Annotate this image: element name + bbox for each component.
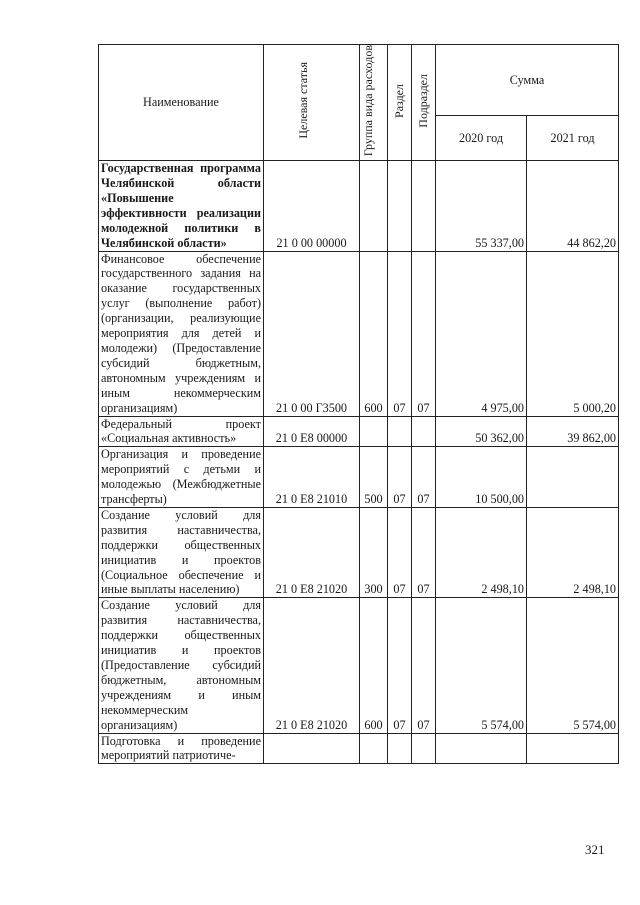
row-sum-2020: 5 574,00 — [436, 598, 527, 733]
page-number: 321 — [585, 842, 605, 857]
table-row — [99, 733, 619, 764]
row-code: 21 0 E8 21010 — [264, 447, 360, 508]
header-year-2021: 2021 год — [527, 116, 619, 161]
row-name: Государственная программа Челябинской области «Повышение эффективности реализации молодежной политики в Челябинской области» — [99, 161, 264, 251]
row-subsection: 07 — [412, 251, 436, 416]
table-row — [99, 416, 619, 447]
row-sum-2020: 4 975,00 — [436, 251, 527, 416]
row-sum-2020: 10 500,00 — [436, 447, 527, 508]
row-section — [388, 416, 412, 447]
row-sum-2020: 55 337,00 — [436, 161, 527, 251]
header-sum: Сумма — [436, 45, 619, 116]
header-year-2020: 2020 год — [436, 116, 527, 161]
row-sum-2021: 39 862,00 — [527, 416, 619, 447]
header-section: Раздел — [388, 45, 412, 161]
row-group: 500 — [360, 447, 388, 508]
table-row — [99, 161, 619, 251]
header-target-article: Целевая статья — [264, 45, 360, 161]
row-group: 600 — [360, 598, 388, 733]
row-sum-2020: 50 362,00 — [436, 416, 527, 447]
row-name: Организация и проведение мероприятий с детьми и молодежью (Межбюджетные трансферты) — [99, 447, 264, 508]
row-group: 300 — [360, 507, 388, 597]
row-group — [360, 416, 388, 447]
row-section: 07 — [388, 447, 412, 508]
row-name: Федеральный проект «Социальная активность» — [99, 416, 264, 447]
header-expense-group: Группа вида расходов — [360, 45, 388, 161]
header-subsection: Подраздел — [412, 45, 436, 161]
row-sum-2021: 2 498,10 — [527, 507, 619, 597]
row-code: 21 0 00 00000 — [264, 161, 360, 251]
row-group: 600 — [360, 251, 388, 416]
row-subsection: 07 — [412, 447, 436, 508]
header-name: Наименование — [99, 45, 264, 161]
row-name: Создание условий для развития наставничества, поддержки общественных инициатив и проектов (Предоставление субсидий бюджетным, автономным учреждениям и иным некоммерческим организациям) — [99, 598, 264, 733]
row-subsection — [412, 416, 436, 447]
table-row — [99, 507, 619, 597]
row-code: 21 0 00 Г3500 — [264, 251, 360, 416]
row-name: Создание условий для развития наставничества, поддержки общественных инициатив и проектов (Социальное обеспечение и иные выплаты населению) — [99, 507, 264, 597]
row-section — [388, 733, 412, 764]
row-sum-2021 — [527, 733, 619, 764]
row-subsection — [412, 733, 436, 764]
row-sum-2021 — [527, 447, 619, 508]
row-sum-2020 — [436, 733, 527, 764]
row-section: 07 — [388, 251, 412, 416]
row-subsection: 07 — [412, 598, 436, 733]
table-row — [99, 598, 619, 733]
row-name: Финансовое обеспечение государственного задания на оказание государственных услуг (выполнение работ) (организации, реализующие мероприятия для детей и молодежи) (Предоставление субсидий бюджетным, автономным учреждениям и иным некоммерческим организациям) — [99, 251, 264, 416]
row-code — [264, 733, 360, 764]
row-group — [360, 161, 388, 251]
row-name: Подготовка и проведение мероприятий патриотиче- — [99, 733, 264, 764]
row-subsection: 07 — [412, 507, 436, 597]
row-section: 07 — [388, 598, 412, 733]
row-section: 07 — [388, 507, 412, 597]
row-sum-2020: 2 498,10 — [436, 507, 527, 597]
row-code: 21 0 E8 21020 — [264, 598, 360, 733]
row-sum-2021: 5 574,00 — [527, 598, 619, 733]
row-sum-2021: 5 000,20 — [527, 251, 619, 416]
row-code: 21 0 E8 21020 — [264, 507, 360, 597]
table-row — [99, 447, 619, 508]
row-sum-2021: 44 862,20 — [527, 161, 619, 251]
row-group — [360, 733, 388, 764]
row-subsection — [412, 161, 436, 251]
table-row — [99, 251, 619, 416]
budget-table — [98, 44, 619, 764]
row-section — [388, 161, 412, 251]
row-code: 21 0 E8 00000 — [264, 416, 360, 447]
